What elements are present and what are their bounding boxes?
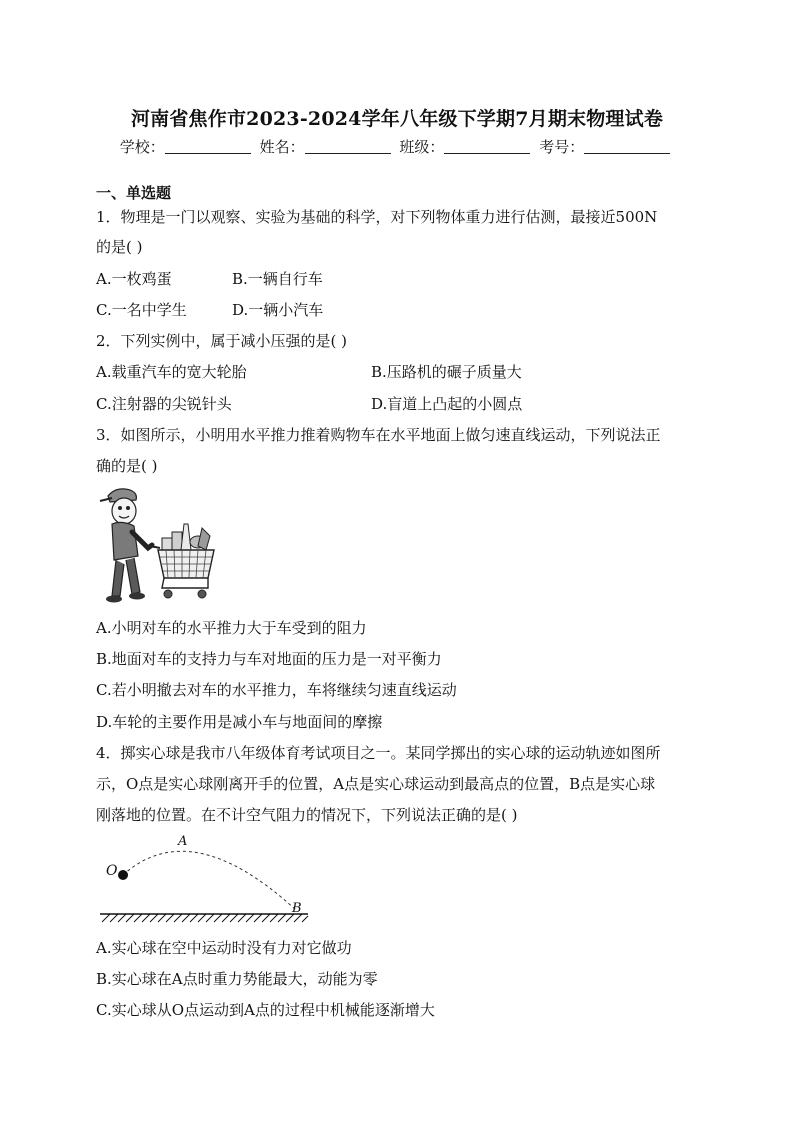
q2-stem-line-1: 2．下列实例中，属于减小压强的是( ) xyxy=(96,332,348,350)
ground-hatching xyxy=(102,914,308,922)
q3-option-d: D.车轮的主要作用是减小车与地面间的摩擦 xyxy=(96,713,383,731)
name-label: 姓名： xyxy=(259,138,305,156)
q2-option-c: C.注射器的尖锐针头 xyxy=(96,395,232,413)
shopping-cart-boy-illustration xyxy=(96,484,220,608)
q4-stem-line-1: 4．掷实心球是我市八年级体育考试项目之一。某同学掷出的实心球的运动轨迹如图所 xyxy=(96,744,661,762)
class-blank xyxy=(444,139,530,154)
q1-option-a: A.一枚鸡蛋 xyxy=(96,270,172,288)
q1-option-d: D.一辆小汽车 xyxy=(232,301,324,319)
exam-title: 河南省焦作市2023-2024学年八年级下学期7月期末物理试卷 xyxy=(130,108,664,130)
q3-option-c: C.若小明撤去对车的水平推力，车将继续匀速直线运动 xyxy=(96,681,457,699)
q3-stem-line-2: 确的是( ) xyxy=(96,457,158,475)
school-blank xyxy=(165,139,251,154)
class-label: 班级： xyxy=(399,138,445,156)
label-b: B xyxy=(292,901,302,916)
q3-option-b: B.地面对车的支持力与车对地面的压力是一对平衡力 xyxy=(96,650,442,668)
ball-dot xyxy=(118,870,128,880)
q2-option-a: A.载重汽车的宽大轮胎 xyxy=(96,363,247,381)
q4-stem-line-3: 刚落地的位置。在不计空气阻力的情况下，下列说法正确的是( ) xyxy=(96,806,518,824)
number-label: 考号： xyxy=(539,138,585,156)
q4-stem-line-2: 示，O点是实心球刚离开手的位置，A点是实心球运动到最高点的位置，B点是实心球 xyxy=(96,775,656,793)
school-label: 学校： xyxy=(119,138,165,156)
q1-option-b: B.一辆自行车 xyxy=(232,270,323,288)
projectile-trajectory-diagram xyxy=(96,828,316,928)
q4-option-b: B.实心球在A点时重力势能最大，动能为零 xyxy=(96,970,378,988)
q2-option-d: D.盲道上凸起的小圆点 xyxy=(371,395,523,413)
q2-option-b: B.压路机的碾子质量大 xyxy=(371,363,522,381)
q1-stem-line-2: 的是( ) xyxy=(96,238,143,256)
q3-option-a: A.小明对车的水平推力大于车受到的阻力 xyxy=(96,619,367,637)
number-blank xyxy=(584,139,670,154)
q3-stem-line-1: 3．如图所示，小明用水平推力推着购物车在水平地面上做匀速直线运动，下列说法正 xyxy=(96,426,661,444)
name-blank xyxy=(305,139,391,154)
label-a: A xyxy=(178,834,188,849)
trajectory-path xyxy=(123,851,296,910)
q1-stem-line-1: 1．物理是一门以观察、实验为基础的科学，对下列物体重力进行估测，最接近500N xyxy=(96,208,658,226)
q4-option-c: C.实心球从O点运动到A点的过程中机械能逐渐增大 xyxy=(96,1001,435,1019)
section-title: 一、单选题 xyxy=(96,184,172,202)
student-info-row xyxy=(0,136,794,157)
q4-option-a: A.实心球在空中运动时没有力对它做功 xyxy=(96,939,352,957)
label-o: O xyxy=(106,863,118,879)
q1-option-c: C.一名中学生 xyxy=(96,301,187,319)
